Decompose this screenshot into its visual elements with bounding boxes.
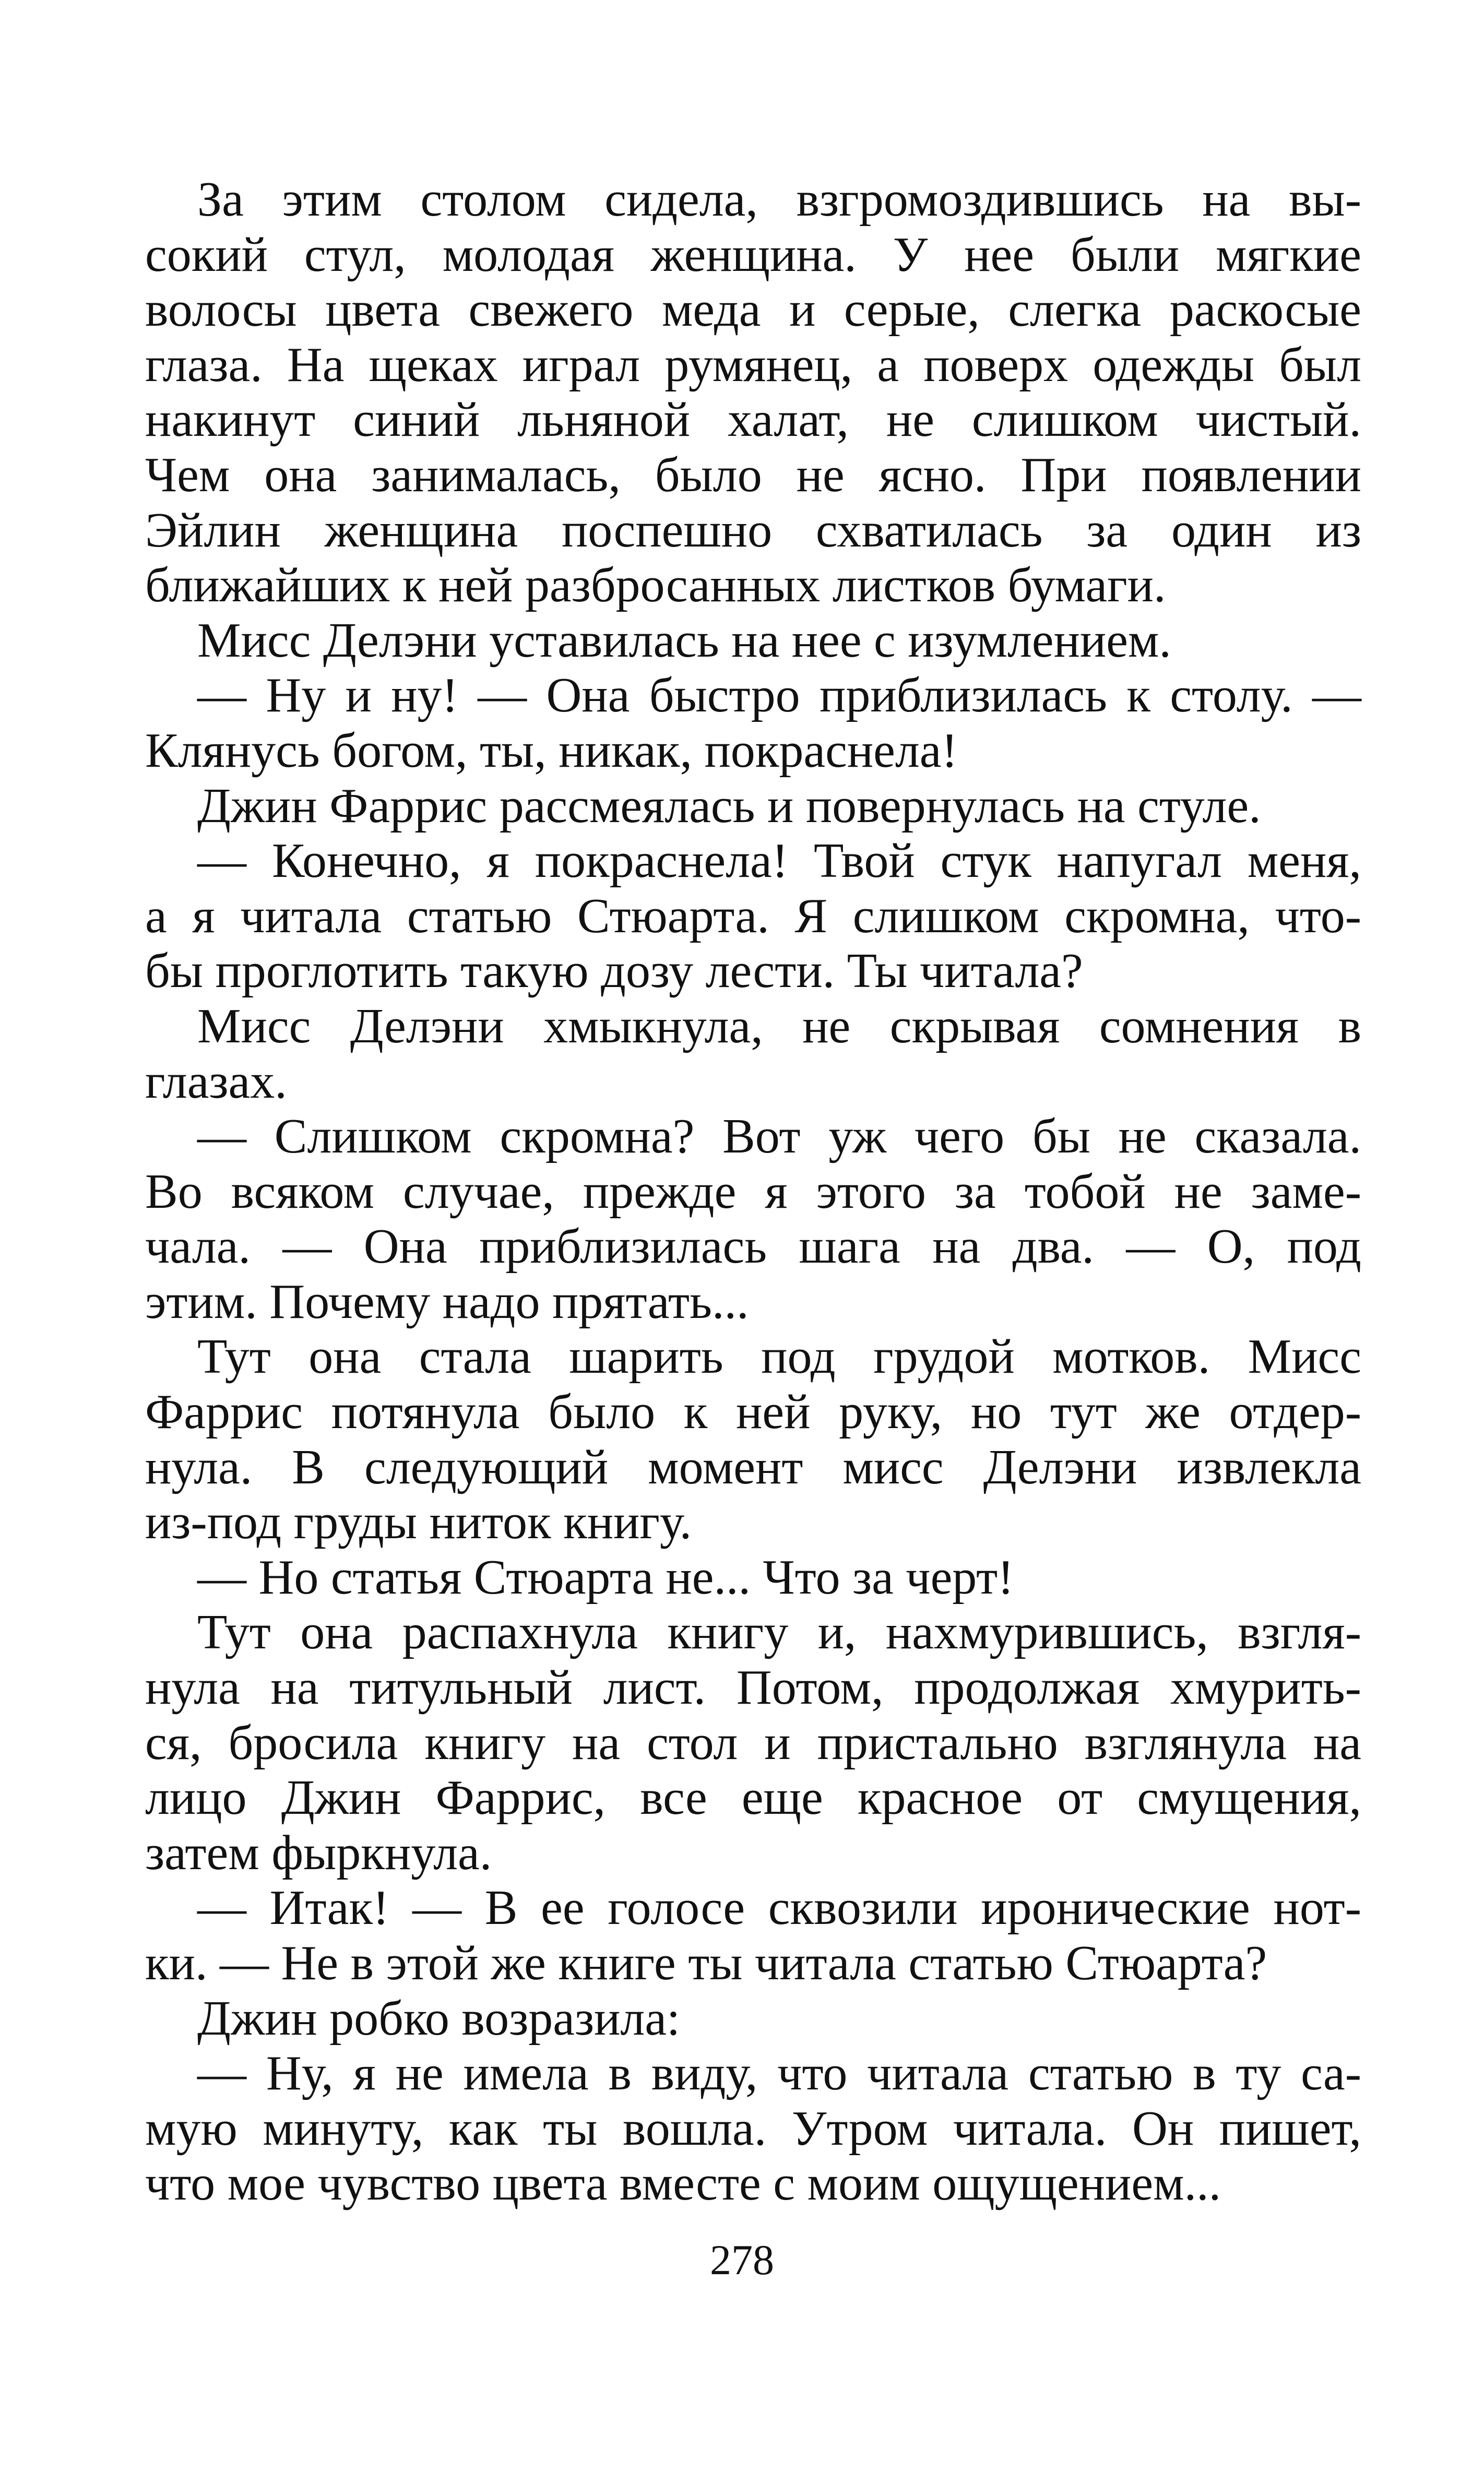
text-line: Джин робко возразила: <box>197 1991 681 2046</box>
text-line: нула. В следующий момент мисс Делэни извлекла <box>145 1440 1361 1494</box>
text-line: — Слишком скромна? Вот уж чего бы не сказала. <box>197 1109 1361 1164</box>
text-line: мую минуту, как ты вошла. Утром читала. Он пишет, <box>145 2101 1361 2156</box>
text-line: ближайших к ней разбросанных листков бумаги. <box>145 558 1166 613</box>
text-line: этим. Почему надо прятать... <box>145 1274 749 1329</box>
text-line: Тут она стала шарить под грудой мотков. Мисс <box>197 1329 1361 1384</box>
text-line: сокий стул, молодая женщина. У нее были мягкие <box>145 227 1361 282</box>
text-line: Клянусь богом, ты, никак, покраснела! <box>145 723 958 778</box>
text-line: затем фыркнула. <box>145 1825 492 1880</box>
text-line: что мое чувство цвета вместе с моим ощущением... <box>145 2156 1221 2211</box>
text-line: Фаррис потянула было к ней руку, но тут же отдер- <box>145 1385 1361 1440</box>
text-line: Мисс Делэни уставилась на нее с изумлением. <box>197 613 1171 668</box>
text-line: Чем она занималась, было не ясно. При появлении <box>145 447 1361 502</box>
text-line: накинут синий льняной халат, не слишком чистый. <box>145 393 1361 447</box>
text-line: Мисс Делэни хмыкнула, не скрывая сомнения в <box>197 999 1361 1053</box>
text-line: нула на титульный лист. Потом, продолжая хмурить- <box>145 1660 1361 1715</box>
text-line: Во всяком случае, прежде я этого за тобой не заме- <box>145 1164 1361 1219</box>
text-line: глаза. На щеках играл румянец, а поверх одежды был <box>145 337 1361 392</box>
text-line: глазах. <box>145 1054 287 1109</box>
text-line: волосы цвета свежего меда и серые, слегка раскосые <box>145 282 1361 337</box>
text-line: — Ну и ну! — Она быстро приблизилась к столу. — <box>197 668 1361 723</box>
text-line: Тут она распахнула книгу и, нахмурившись, взгля- <box>197 1605 1361 1660</box>
text-line: Джин Фаррис рассмеялась и повернулась на стуле. <box>197 778 1261 833</box>
text-line: — Конечно, я покраснела! Твой стук напугал меня, <box>197 834 1361 888</box>
text-line: ки. — Не в этой же книге ты читала статью Стюарта? <box>145 1936 1267 1990</box>
text-line: из-под груды ниток книгу. <box>145 1495 692 1550</box>
text-line: Эйлин женщина поспешно схватилась за один из <box>145 503 1361 557</box>
text-line: лицо Джин Фаррис, все еще красное от смущения, <box>145 1770 1361 1825</box>
body-text <box>145 172 1361 2212</box>
text-line: — Ну, я не имела в виду, что читала статью в ту са- <box>197 2046 1361 2101</box>
text-line: За этим столом сидела, взгромоздившись на вы- <box>197 172 1361 227</box>
text-line: — Но статья Стюарта не... Что за черт! <box>197 1550 1014 1605</box>
page-number: 278 <box>710 2236 774 2284</box>
text-line: — Итак! — В ее голосе сквозили иронические нот- <box>197 1881 1361 1935</box>
text-line: ся, бросила книгу на стол и пристально взглянула на <box>145 1715 1361 1770</box>
text-line: бы проглотить такую дозу лести. Ты читала? <box>145 944 1083 999</box>
text-line: а я читала статью Стюарта. Я слишком скромна, что- <box>145 888 1361 943</box>
text-line: чала. — Она приблизилась шага на два. — О, под <box>145 1219 1361 1274</box>
